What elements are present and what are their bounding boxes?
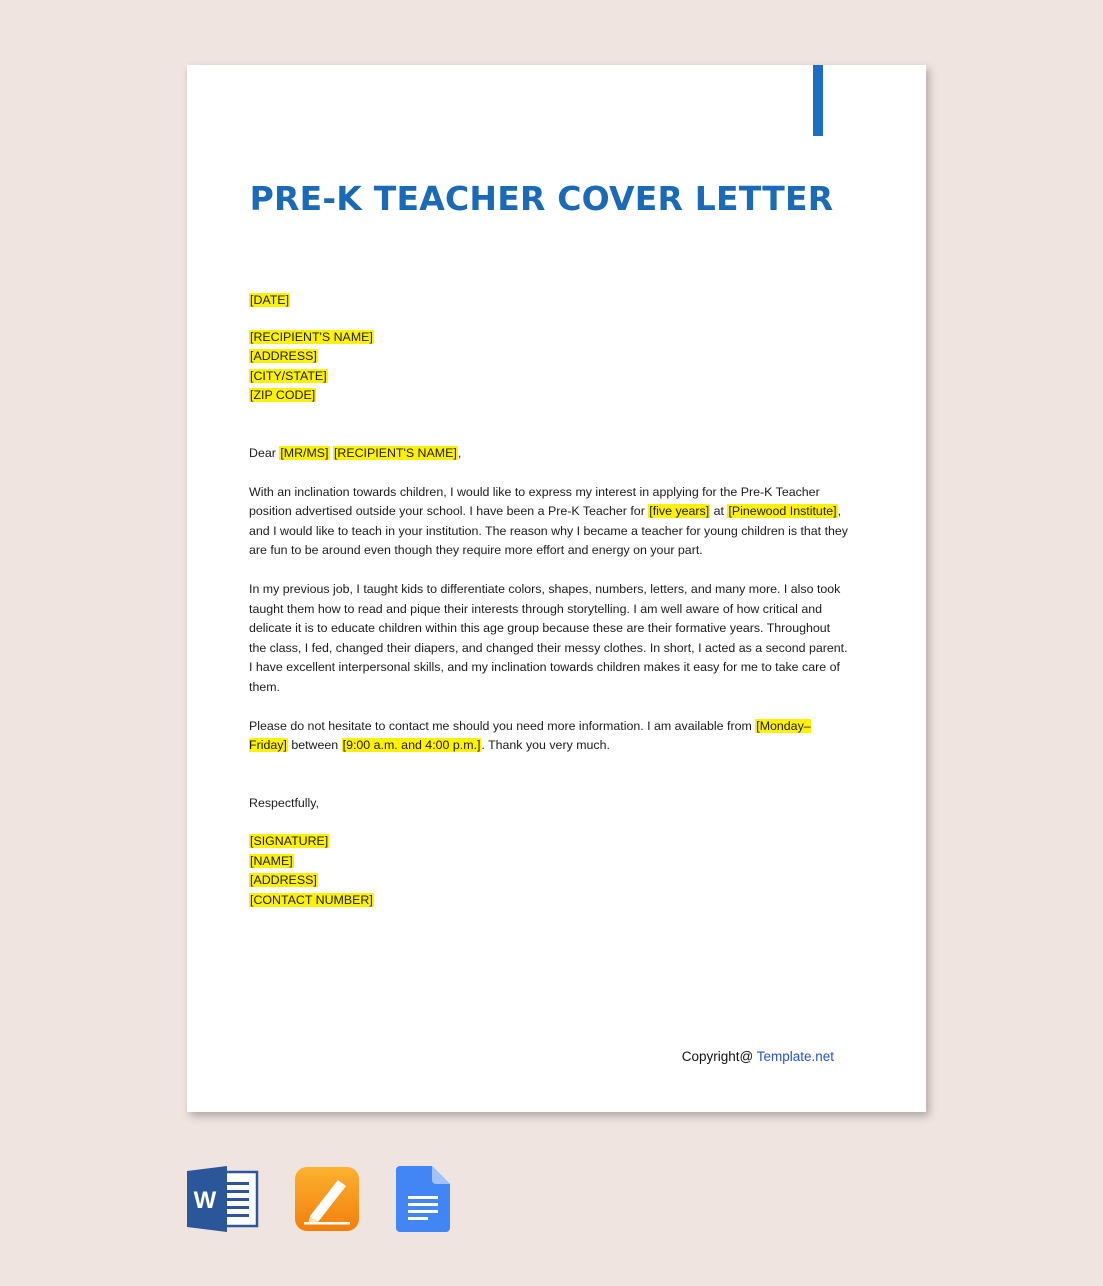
paragraph-1-text-b: at [713, 504, 724, 519]
paragraph-1-text-a: With an inclination towards children, I would like to express my interest in applying for the Pre-K Teacher position advertised outside your school. I have been a Pre-K Teacher for [249, 484, 820, 519]
sender-name-line [249, 852, 849, 872]
sender-address-placeholder: [ADDRESS] [250, 873, 317, 888]
paragraph-3-text-c: . Thank you very much. [481, 738, 610, 753]
recipient-name-placeholder: [RECIPIENT'S NAME] [250, 329, 373, 344]
sender-contact-placeholder: [CONTACT NUMBER] [250, 893, 373, 908]
closing: Respectfully, [249, 795, 320, 810]
salutation-title-placeholder: [MR/MS] [280, 445, 329, 460]
recipient-zip-line [249, 386, 849, 406]
recipient-address-placeholder: [ADDRESS] [250, 349, 317, 364]
accent-bar [813, 65, 823, 136]
hours-placeholder: [9:00 a.m. and 4:00 p.m.] [342, 738, 481, 753]
paragraph-1 [249, 483, 849, 561]
paragraph-2: In my previous job, I taught kids to differentiate colors, shapes, numbers, letters, and many more. I also took taught them how to read and pique their interests through storytelling. I am well aware of how critical and delicate it is to educate children within this age group because these are their formative years. Throughout the class, I fed, changed their diapers, and changed their messy clothes. In short, I acted as a second parent. I have excellent interpersonal skills, and my inclination towards children makes it easy for me to take care of them. [249, 581, 848, 694]
sender-address-line [249, 871, 849, 891]
days-placeholder: [Monday–Friday] [249, 718, 811, 753]
salutation-prefix: Dear [249, 445, 276, 460]
template-net-link[interactable]: Template.net [756, 1049, 834, 1064]
letter-body [249, 291, 849, 911]
recipient-name-line [249, 328, 849, 348]
google-docs-icon[interactable] [396, 1166, 450, 1237]
paragraph-3-text-b: between [291, 738, 339, 753]
recipient-zip-placeholder: [ZIP CODE] [250, 388, 316, 403]
paragraph-3-text-a: Please do not hesitate to contact me should you need more information. I am available from [249, 718, 752, 733]
salutation-name-placeholder: [RECIPIENT'S NAME] [333, 445, 457, 460]
recipient-city-line [249, 367, 849, 387]
copyright [682, 1049, 834, 1064]
pages-icon[interactable] [294, 1166, 360, 1237]
signature-line [249, 832, 849, 852]
sender-contact-line [249, 891, 849, 911]
copyright-label: Copyright@ [681, 1049, 754, 1064]
word-icon-letter: W [193, 1187, 217, 1214]
recipient-address-line [249, 347, 849, 367]
paragraph-3 [249, 717, 849, 756]
date-line [249, 291, 849, 311]
salutation [249, 444, 849, 464]
recipient-city-placeholder: [CITY/STATE] [250, 368, 327, 383]
signature-placeholder: [SIGNATURE] [250, 834, 329, 849]
sender-name-placeholder: [NAME] [250, 853, 293, 868]
salutation-suffix: , [457, 445, 462, 460]
paragraph-1-text-c: , and I would like to teach in your institution. The reason why I became a teacher for young children is that they are fun to be around even though they require more effort and energy on your part. [249, 504, 848, 558]
years-placeholder: [five years] [649, 504, 710, 519]
letter-page [187, 65, 926, 1112]
date-placeholder: [DATE] [250, 293, 290, 307]
page-title: PRE-K TEACHER COVER LETTER [249, 179, 834, 218]
institution-placeholder: [Pinewood Institute] [728, 504, 837, 519]
word-icon[interactable] [187, 1166, 259, 1237]
